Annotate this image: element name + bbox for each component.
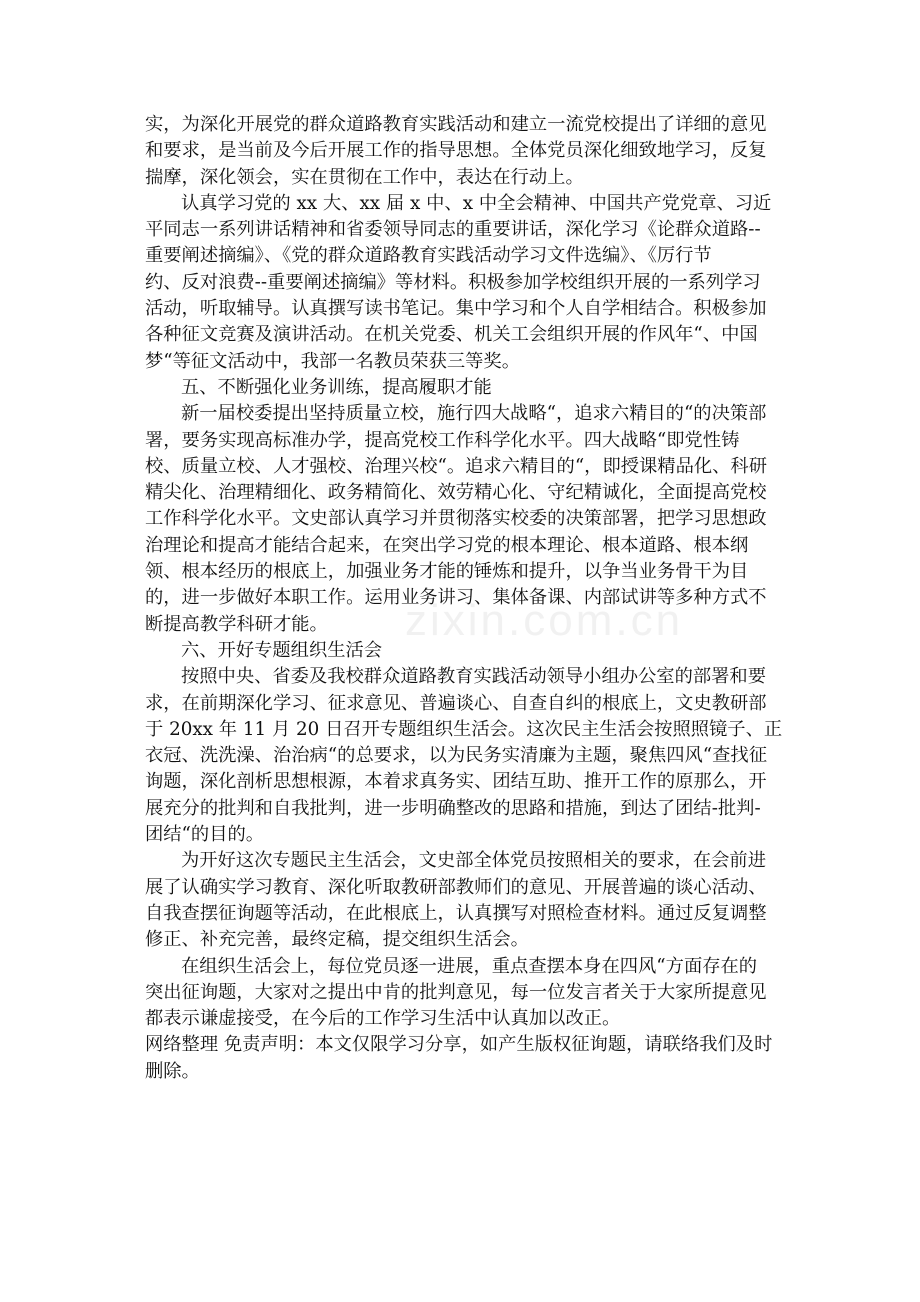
text-line: 治理论和提高才能结合起来，在突出学习党的根本理论、根本道路、根本纲 <box>145 534 749 556</box>
text-line: 断提高教学科研才能。 <box>145 613 328 635</box>
text-line: 突出征询题，大家对之提出中肯的批判意见，每一位发言者关于大家所提意见 <box>145 981 767 1003</box>
text-line: 展了认确实学习教育、深化听取教研部教师们的意见、开展普遍的谈心活动、 <box>145 876 767 898</box>
text-line: 和要求，是当前及今后开展工作的指导思想。全体党员深化细致地学习，反复 <box>145 140 767 162</box>
text-line: 团结“的目的。 <box>145 824 265 846</box>
text-line: 重要阐述摘编》、《党的群众道路教育实践活动学习文件选编》、《厉行节 <box>145 245 712 267</box>
text-line: 平同志一系列讲话精神和省委领导同志的重要讲话，深化学习《论群众道路-- <box>145 219 761 241</box>
paragraph-start-line: 新一届校委提出坚持质量立校，施行四大战略“，追求六精目的“的决策部 <box>181 403 767 425</box>
text-line: 自我查摆征询题等活动，在此根底上，认真撰写对照检查材料。通过反复调整 <box>145 902 767 924</box>
text-line: 求，在前期深化学习、征求意见、普遍谈心、自查自纠的根底上，文史教研部 <box>145 692 767 714</box>
text-line: 衣冠、洗洗澡、治治病“的总要求，以为民务实清廉为主题，聚焦四风“查找征 <box>145 745 767 767</box>
paragraph-start-line: 按照中央、省委及我校群众道路教育实践活动领导小组办公室的部署和要 <box>181 666 766 688</box>
text-line: 精尖化、治理精细化、政务精简化、效劳精心化、守纪精诚化，全面提高党校 <box>145 482 767 504</box>
text-line: 领、根本经历的根底上，加强业务才能的锤炼和提升，以争当业务骨干为目 <box>145 561 749 583</box>
disclaimer-line: 删除。 <box>145 1060 200 1082</box>
text-line: 署，要务实现高标准办学，提高党校工作科学化水平。四大战略“即党性铸 <box>145 429 740 451</box>
paragraph-start-line: 认真学习党的 xx 大、xx 届 x 中、x 中全会精神、中国共产党党章、习近 <box>181 192 772 214</box>
text-line: 实，为深化开展党的群众道路教育实践活动和建立一流党校提出了详细的意见 <box>145 114 767 135</box>
disclaimer-line: 网络整理 免责声明：本文仅限学习分享，如产生版权征询题，请联络我们及时 <box>145 1034 773 1056</box>
watermark: zixin.com.cn <box>405 596 684 645</box>
text-line: 校、质量立校、人才强校、治理兴校“。追求六精目的“，即授课精品化、科研 <box>145 455 767 477</box>
text-line: 揣摩，深化领会，实在贯彻在工作中，表达在行动上。 <box>145 166 584 188</box>
text-line: 都表示谦虚接受，在今后的工作学习生活中认真加以改正。 <box>145 1008 621 1030</box>
text-line: 梦“等征文活动中，我部一名教员荣获三等奖。 <box>145 350 520 372</box>
paragraph-start-line: 为开好这次专题民主生活会，文史部全体党员按照相关的要求，在会前进 <box>181 850 766 872</box>
text-line: 的，进一步做好本职工作。运用业务讲习、集体备课、内部试讲等多种方式不 <box>145 587 767 609</box>
document-body <box>145 112 785 1085</box>
text-line: 各种征文竞赛及演讲活动。在机关党委、机关工会组织开展的作风年“、中国 <box>145 324 758 346</box>
text-line: 展充分的批判和自我批判，进一步明确整改的思路和措施，到达了团结-批判- <box>145 797 761 819</box>
section-heading-5: 五、不断强化业务训练，提高履职才能 <box>181 376 492 398</box>
paragraph-start-line: 在组织生活会上，每位党员逐一进展，重点查摆本身在四风“方面存在的 <box>181 955 758 977</box>
section-heading-6: 六、开好专题组织生活会 <box>181 639 383 661</box>
text-line: 修正、补充完善，最终定稿，提交组织生活会。 <box>145 929 529 951</box>
text-line: 于 20xx 年 11 月 20 日召开专题组织生活会。这次民主生活会按照照镜子、正 <box>145 718 783 740</box>
text-line: 活动，听取辅导。认真撰写读书笔记。集中学习和个人自学相结合。积极参加 <box>145 298 767 320</box>
text-line: 询题，深化剖析思想根源，本着求真务实、团结互助、推开工作的原那么，开 <box>145 771 767 793</box>
text-line: 约、反对浪费--重要阐述摘编》等材料。积极参加学校组织开展的一系列学习 <box>145 271 761 293</box>
text-line: 工作科学化水平。文史部认真学习并贯彻落实校委的决策部署，把学习思想政 <box>145 508 767 530</box>
